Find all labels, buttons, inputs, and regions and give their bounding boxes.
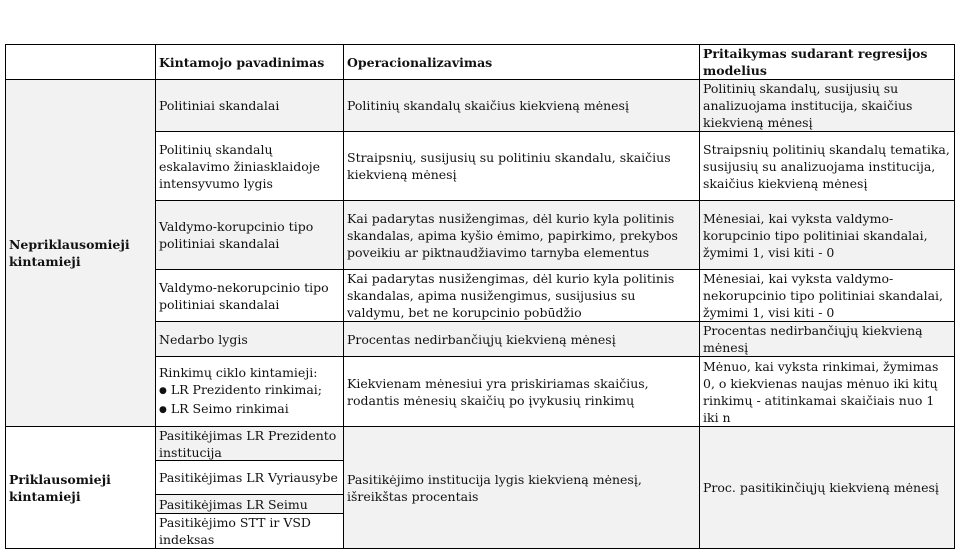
header-application: [699, 44, 955, 80]
application-cell: [699, 269, 955, 322]
bullet-item: ● LR Seimo rinkimai: [159, 400, 340, 419]
cell-text: Kai padarytas nusižengimas, dėl kurio kyla politinis skandalas, apima nusižengimus, susijusius su valdymu, bet ne korupcinio pobūdžio: [347, 271, 675, 320]
group-label: Nepriklausomieji kintamieji: [9, 237, 130, 269]
cell-text: Kai padarytas nusižengimas, dėl kurio kyla politinis skandalas, apima kyšio ėmimo, papirkimo, prekybos poveikiu ar piktnaudžiavimo tarnyba elementus: [347, 210, 678, 260]
cell-text: Nedarbo lygis: [159, 331, 248, 347]
operationalization-cell: [343, 79, 700, 132]
group-independent: [5, 79, 156, 427]
group-dependent: [5, 426, 156, 549]
dependent-operationalization-cell: [343, 426, 700, 549]
operationalization-cell: [343, 356, 700, 427]
variable-name-cell: [155, 321, 344, 357]
cell-text: Politiniai skandalai: [159, 98, 280, 113]
variable-name-cell: [155, 356, 344, 427]
header-variable-name: [155, 44, 344, 80]
cell-text: Valdymo-nekorupcinio tipo politiniai skandalai: [159, 279, 329, 312]
variable-name-cell: [155, 269, 344, 322]
header-cell-empty: [5, 44, 156, 80]
application-cell: [699, 79, 955, 132]
cell-text: Pasitikėjimo institucija lygis kiekvieną mėnesį, išreikštas procentais: [347, 471, 642, 504]
cell-text: Politinių skandalų eskalavimo žiniasklaidoje intensyvumo lygis: [159, 141, 321, 191]
cell-text: Procentas nedirbančiųjų kiekvieną mėnesį: [703, 323, 923, 355]
operationalization-cell: [343, 321, 700, 357]
cell-text: Mėnesiai, kai vyksta valdymo-nekorupcinio tipo politiniai skandalai, žymimi 1, visi kiti - 0: [703, 271, 944, 320]
variable-name-cell: [155, 79, 344, 132]
cell-text: Straipsnių politinių skandalų tematika, susijusių su analizuojama institucija, skaičius kiekvieną mėnesį: [703, 141, 950, 191]
header-text: Operacionalizavimas: [347, 54, 493, 70]
dependent-application-cell: [699, 426, 955, 549]
operationalization-cell: [343, 269, 700, 322]
cell-text: Pasitikėjimas LR Vyriausybe: [159, 470, 338, 485]
cell-text: Proc. pasitikinčiųjų kiekvieną mėnesį: [703, 480, 939, 495]
cell-text: Mėnuo, kai vyksta rinkimai, žymimas 0, o kiekvienas naujas mėnuo iki kitų rinkimų - atitinkamai skaičiais nuo 1 iki n: [703, 358, 939, 425]
group-label: Priklausomieji kintamieji: [9, 471, 111, 504]
variable-name-cell: [155, 131, 344, 201]
cell-text: Procentas nedirbančiųjų kiekvieną mėnesį: [347, 331, 616, 347]
bullet-list: [159, 381, 340, 419]
cell-content: [159, 364, 340, 419]
dependent-name-cell: [155, 513, 344, 549]
operationalization-cell: [343, 131, 700, 201]
header-text: Pritaikymas sudarant regresijos modelius: [703, 46, 928, 78]
application-cell: [699, 200, 955, 270]
dependent-name-cell: [155, 494, 344, 514]
application-cell: [699, 356, 955, 427]
bullet-item: ● LR Prezidento rinkimai;: [159, 381, 340, 400]
cell-text: Kiekvienam mėnesiui yra priskiriamas skaičius, rodantis mėnesių skaičių po įvykusių rinkimų: [347, 375, 649, 408]
dependent-name-cell: [155, 460, 344, 495]
cell-text: Mėnesiai, kai vyksta valdymo-korupcinio tipo politiniai skandalai, žymimi 1, visi kiti - 0: [703, 210, 928, 260]
cell-text: Valdymo-korupcinio tipo politiniai skandalai: [159, 219, 314, 251]
cell-text: Politinių skandalų, susijusių su analizuojama institucija, skaičius kiekvieną mėnesį: [703, 81, 913, 130]
application-cell: [699, 321, 955, 357]
operationalization-cell: [343, 200, 700, 270]
header-text: Kintamojo pavadinimas: [159, 54, 325, 70]
variable-name-cell: [155, 200, 344, 270]
cell-text: Pasitikėjimas LR Prezidento institucija: [159, 427, 337, 460]
cell-text: Pasitikėjimas LR Seimu: [159, 496, 308, 512]
header-operationalization: [343, 44, 700, 80]
dependent-name-cell: [155, 426, 344, 461]
cell-text: Straipsnių, susijusių su politiniu skandalu, skaičius kiekvieną mėnesį: [347, 150, 671, 182]
cell-text: Rinkimų ciklo kintamieji:: [159, 365, 318, 380]
application-cell: [699, 131, 955, 201]
cell-text: Politinių skandalų skaičius kiekvieną mėnesį: [347, 98, 629, 113]
cell-text: Pasitikėjimo STT ir VSD indeksas: [159, 515, 311, 547]
